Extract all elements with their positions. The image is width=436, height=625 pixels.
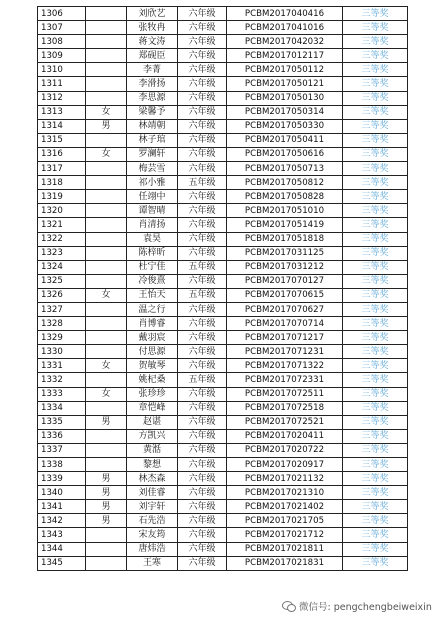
cell-name: 冷俊熹 (127, 274, 178, 288)
cell-number: 1321 (38, 218, 86, 232)
cell-entry-code: PCBM2017050812 (227, 176, 343, 190)
cell-entry-code: PCBM2017070627 (227, 302, 343, 316)
table-row (38, 401, 408, 415)
cell-number: 1323 (38, 246, 86, 260)
cell-gender: 男 (86, 500, 127, 514)
cell-name: 姚杞桑 (127, 373, 178, 387)
table-row (38, 288, 408, 302)
cell-grade: 六年级 (178, 63, 227, 77)
cell-grade: 六年级 (178, 147, 227, 161)
cell-gender (86, 133, 127, 147)
cell-name: 李滑扬 (127, 77, 178, 91)
cell-entry-code: PCBM2017051419 (227, 218, 343, 232)
cell-entry-code: PCBM2017071322 (227, 359, 343, 373)
cell-number: 1330 (38, 345, 86, 359)
cell-gender: 女 (86, 359, 127, 373)
cell-name: 郑砚臣 (127, 49, 178, 63)
cell-grade: 六年级 (178, 246, 227, 260)
table-row (38, 190, 408, 204)
cell-gender (86, 528, 127, 542)
table-row (38, 119, 408, 133)
cell-name: 贺敏琴 (127, 359, 178, 373)
cell-grade: 六年级 (178, 486, 227, 500)
cell-entry-code: PCBM2017020411 (227, 429, 343, 443)
table-row (38, 472, 408, 486)
table-row (38, 133, 408, 147)
cell-name: 李菁 (127, 63, 178, 77)
table-row (38, 556, 408, 570)
table-row (38, 429, 408, 443)
cell-gender (86, 302, 127, 316)
cell-name: 蒋文涛 (127, 35, 178, 49)
cell-number: 1335 (38, 415, 86, 429)
cell-prize: 三等奖 (343, 105, 408, 119)
cell-number: 1339 (38, 472, 86, 486)
cell-number: 1322 (38, 232, 86, 246)
cell-grade: 六年级 (178, 162, 227, 176)
cell-name: 温之行 (127, 302, 178, 316)
table-row (38, 331, 408, 345)
cell-name: 张珍珍 (127, 387, 178, 401)
cell-grade: 六年级 (178, 401, 227, 415)
cell-name: 刘佳睿 (127, 486, 178, 500)
cell-gender: 女 (86, 387, 127, 401)
table-row (38, 63, 408, 77)
cell-name: 宋友筠 (127, 528, 178, 542)
cell-gender (86, 204, 127, 218)
cell-name: 林子琯 (127, 133, 178, 147)
cell-entry-code: PCBM2017020917 (227, 458, 343, 472)
cell-grade: 六年级 (178, 514, 227, 528)
cell-name: 任翊中 (127, 190, 178, 204)
cell-entry-code: PCBM2017031125 (227, 246, 343, 260)
cell-number: 1325 (38, 274, 86, 288)
cell-number: 1310 (38, 63, 86, 77)
table-row (38, 176, 408, 190)
cell-name: 祁小雅 (127, 176, 178, 190)
cell-number: 1337 (38, 443, 86, 457)
cell-prize: 三等奖 (343, 528, 408, 542)
cell-gender (86, 542, 127, 556)
table-row (38, 162, 408, 176)
cell-gender (86, 331, 127, 345)
cell-entry-code: PCBM2017041016 (227, 21, 343, 35)
cell-name: 付思源 (127, 345, 178, 359)
cell-prize: 三等奖 (343, 133, 408, 147)
cell-grade: 六年级 (178, 21, 227, 35)
cell-prize: 三等奖 (343, 331, 408, 345)
cell-prize: 三等奖 (343, 274, 408, 288)
cell-number: 1328 (38, 317, 86, 331)
table-row (38, 91, 408, 105)
cell-prize: 三等奖 (343, 119, 408, 133)
cell-grade: 六年级 (178, 387, 227, 401)
cell-number: 1344 (38, 542, 86, 556)
cell-prize: 三等奖 (343, 486, 408, 500)
cell-gender (86, 190, 127, 204)
cell-prize: 三等奖 (343, 359, 408, 373)
cell-grade: 六年级 (178, 556, 227, 570)
cell-gender (86, 246, 127, 260)
table-row (38, 359, 408, 373)
cell-gender: 女 (86, 105, 127, 119)
cell-entry-code: PCBM2017072521 (227, 415, 343, 429)
cell-name: 陈梓昕 (127, 246, 178, 260)
cell-grade: 六年级 (178, 91, 227, 105)
cell-entry-code: PCBM2017072331 (227, 373, 343, 387)
cell-prize: 三等奖 (343, 373, 408, 387)
cell-prize: 三等奖 (343, 458, 408, 472)
cell-entry-code: PCBM2017050411 (227, 133, 343, 147)
cell-grade: 六年级 (178, 443, 227, 457)
cell-gender (86, 556, 127, 570)
cell-prize: 三等奖 (343, 429, 408, 443)
cell-prize: 三等奖 (343, 556, 408, 570)
cell-name: 罗澜轩 (127, 147, 178, 161)
cell-prize: 三等奖 (343, 415, 408, 429)
cell-grade: 六年级 (178, 415, 227, 429)
cell-gender (86, 443, 127, 457)
cell-prize: 三等奖 (343, 63, 408, 77)
cell-entry-code: PCBM2017021811 (227, 542, 343, 556)
cell-grade: 六年级 (178, 359, 227, 373)
cell-prize: 三等奖 (343, 232, 408, 246)
cell-name: 张牧冉 (127, 21, 178, 35)
table-row (38, 387, 408, 401)
cell-number: 1314 (38, 119, 86, 133)
cell-number: 1318 (38, 176, 86, 190)
wechat-icon (282, 600, 296, 612)
cell-number: 1341 (38, 500, 86, 514)
cell-name: 林杰森 (127, 472, 178, 486)
cell-grade: 六年级 (178, 472, 227, 486)
cell-entry-code: PCBM2017031212 (227, 260, 343, 274)
cell-grade: 六年级 (178, 429, 227, 443)
cell-prize: 三等奖 (343, 176, 408, 190)
cell-entry-code: PCBM2017012117 (227, 49, 343, 63)
cell-number: 1342 (38, 514, 86, 528)
table-row (38, 373, 408, 387)
cell-gender: 男 (86, 415, 127, 429)
cell-gender: 女 (86, 147, 127, 161)
cell-number: 1311 (38, 77, 86, 91)
cell-entry-code: PCBM2017070127 (227, 274, 343, 288)
cell-number: 1317 (38, 162, 86, 176)
watermark-text: 微信号: pengchengbeiweixin (299, 602, 432, 613)
cell-prize: 三等奖 (343, 190, 408, 204)
cell-entry-code: PCBM2017070714 (227, 317, 343, 331)
cell-number: 1326 (38, 288, 86, 302)
cell-entry-code: PCBM2017021310 (227, 486, 343, 500)
cell-entry-code: PCBM2017050330 (227, 119, 343, 133)
table-row (38, 218, 408, 232)
cell-entry-code: PCBM2017020722 (227, 443, 343, 457)
cell-name: 林靖朝 (127, 119, 178, 133)
cell-gender (86, 317, 127, 331)
table-row (38, 260, 408, 274)
cell-gender (86, 162, 127, 176)
cell-entry-code: PCBM2017050121 (227, 77, 343, 91)
cell-entry-code: PCBM2017021831 (227, 556, 343, 570)
cell-number: 1315 (38, 133, 86, 147)
cell-name: 唐炜浩 (127, 542, 178, 556)
cell-grade: 六年级 (178, 528, 227, 542)
cell-prize: 三等奖 (343, 401, 408, 415)
table-row (38, 35, 408, 49)
cell-name: 黎想 (127, 458, 178, 472)
cell-prize: 三等奖 (343, 302, 408, 316)
table-row (38, 274, 408, 288)
cell-prize: 三等奖 (343, 542, 408, 556)
table-row (38, 49, 408, 63)
cell-grade: 六年级 (178, 35, 227, 49)
table-row (38, 204, 408, 218)
cell-name: 梅芸雪 (127, 162, 178, 176)
cell-number: 1345 (38, 556, 86, 570)
cell-entry-code: PCBM2017050112 (227, 63, 343, 77)
table-row (38, 542, 408, 556)
cell-gender (86, 429, 127, 443)
cell-entry-code: PCBM2017050713 (227, 162, 343, 176)
cell-gender: 女 (86, 288, 127, 302)
cell-prize: 三等奖 (343, 77, 408, 91)
cell-name: 黄湉 (127, 443, 178, 457)
cell-number: 1332 (38, 373, 86, 387)
cell-entry-code: PCBM2017050616 (227, 147, 343, 161)
cell-number: 1324 (38, 260, 86, 274)
cell-grade: 六年级 (178, 49, 227, 63)
cell-prize: 三等奖 (343, 204, 408, 218)
cell-prize: 三等奖 (343, 49, 408, 63)
cell-prize: 三等奖 (343, 260, 408, 274)
cell-name: 赵谌 (127, 415, 178, 429)
cell-prize: 三等奖 (343, 21, 408, 35)
cell-grade: 六年级 (178, 119, 227, 133)
cell-name: 袁昊 (127, 232, 178, 246)
cell-name: 刘欣艺 (127, 7, 178, 21)
cell-entry-code: PCBM2017021132 (227, 472, 343, 486)
cell-grade: 六年级 (178, 218, 227, 232)
cell-grade: 六年级 (178, 302, 227, 316)
cell-prize: 三等奖 (343, 147, 408, 161)
table-row (38, 458, 408, 472)
cell-gender (86, 260, 127, 274)
cell-name: 章恺峰 (127, 401, 178, 415)
cell-grade: 六年级 (178, 542, 227, 556)
cell-name: 王怡天 (127, 288, 178, 302)
table-row (38, 21, 408, 35)
cell-gender (86, 35, 127, 49)
table-row (38, 486, 408, 500)
cell-number: 1340 (38, 486, 86, 500)
cell-gender (86, 401, 127, 415)
cell-name: 刘宇轩 (127, 500, 178, 514)
cell-number: 1333 (38, 387, 86, 401)
cell-gender: 男 (86, 472, 127, 486)
cell-entry-code: PCBM2017071231 (227, 345, 343, 359)
cell-entry-code: PCBM2017051818 (227, 232, 343, 246)
cell-prize: 三等奖 (343, 218, 408, 232)
cell-entry-code: PCBM2017021705 (227, 514, 343, 528)
cell-name: 李思源 (127, 91, 178, 105)
cell-gender (86, 345, 127, 359)
cell-grade: 六年级 (178, 274, 227, 288)
cell-prize: 三等奖 (343, 317, 408, 331)
table-row (38, 105, 408, 119)
table-row (38, 317, 408, 331)
cell-entry-code: PCBM2017021712 (227, 528, 343, 542)
cell-gender (86, 232, 127, 246)
table-row (38, 514, 408, 528)
cell-grade: 五年级 (178, 373, 227, 387)
cell-number: 1329 (38, 331, 86, 345)
cell-grade: 六年级 (178, 7, 227, 21)
table-row (38, 528, 408, 542)
cell-entry-code: PCBM2017050130 (227, 91, 343, 105)
cell-gender (86, 373, 127, 387)
cell-name: 梁馨予 (127, 105, 178, 119)
cell-prize: 三等奖 (343, 91, 408, 105)
cell-entry-code: PCBM2017051010 (227, 204, 343, 218)
cell-name: 石先浩 (127, 514, 178, 528)
cell-grade: 六年级 (178, 458, 227, 472)
cell-grade: 五年级 (178, 176, 227, 190)
cell-gender: 男 (86, 486, 127, 500)
cell-entry-code: PCBM2017040416 (227, 7, 343, 21)
cell-name: 戴羽宸 (127, 331, 178, 345)
cell-name: 谭智晴 (127, 204, 178, 218)
cell-number: 1313 (38, 105, 86, 119)
cell-number: 1308 (38, 35, 86, 49)
cell-entry-code: PCBM2017071217 (227, 331, 343, 345)
cell-gender (86, 458, 127, 472)
cell-grade: 六年级 (178, 133, 227, 147)
cell-number: 1331 (38, 359, 86, 373)
cell-prize: 三等奖 (343, 7, 408, 21)
cell-entry-code: PCBM2017072511 (227, 387, 343, 401)
cell-name: 肖清扬 (127, 218, 178, 232)
table-row (38, 147, 408, 161)
cell-number: 1316 (38, 147, 86, 161)
cell-grade: 六年级 (178, 204, 227, 218)
table-row (38, 500, 408, 514)
cell-prize: 三等奖 (343, 472, 408, 486)
award-sheet (37, 6, 408, 571)
cell-gender (86, 7, 127, 21)
cell-grade: 六年级 (178, 331, 227, 345)
cell-number: 1309 (38, 49, 86, 63)
wechat-watermark (282, 599, 432, 613)
cell-prize: 三等奖 (343, 443, 408, 457)
cell-name: 王寒 (127, 556, 178, 570)
cell-gender (86, 21, 127, 35)
cell-grade: 六年级 (178, 317, 227, 331)
cell-number: 1327 (38, 302, 86, 316)
cell-grade: 五年级 (178, 288, 227, 302)
cell-grade: 六年级 (178, 77, 227, 91)
cell-grade: 六年级 (178, 190, 227, 204)
cell-number: 1312 (38, 91, 86, 105)
cell-name: 杜宁佳 (127, 260, 178, 274)
cell-prize: 三等奖 (343, 500, 408, 514)
cell-grade: 六年级 (178, 500, 227, 514)
cell-grade: 五年级 (178, 260, 227, 274)
table-row (38, 232, 408, 246)
cell-gender: 男 (86, 119, 127, 133)
cell-prize: 三等奖 (343, 246, 408, 260)
cell-number: 1334 (38, 401, 86, 415)
cell-gender (86, 91, 127, 105)
cell-grade: 六年级 (178, 232, 227, 246)
cell-entry-code: PCBM2017042032 (227, 35, 343, 49)
cell-gender: 男 (86, 514, 127, 528)
cell-prize: 三等奖 (343, 514, 408, 528)
table-row (38, 345, 408, 359)
cell-gender (86, 176, 127, 190)
cell-prize: 三等奖 (343, 345, 408, 359)
cell-prize: 三等奖 (343, 35, 408, 49)
cell-gender (86, 63, 127, 77)
cell-gender (86, 218, 127, 232)
cell-gender (86, 49, 127, 63)
cell-number: 1343 (38, 528, 86, 542)
cell-grade: 六年级 (178, 105, 227, 119)
table-row (38, 443, 408, 457)
award-table-body (38, 7, 408, 571)
cell-prize: 三等奖 (343, 162, 408, 176)
cell-number: 1319 (38, 190, 86, 204)
cell-gender (86, 274, 127, 288)
cell-entry-code: PCBM2017072518 (227, 401, 343, 415)
cell-entry-code: PCBM2017070615 (227, 288, 343, 302)
cell-number: 1336 (38, 429, 86, 443)
table-row (38, 246, 408, 260)
table-row (38, 302, 408, 316)
table-row (38, 77, 408, 91)
cell-number: 1338 (38, 458, 86, 472)
cell-name: 方凯兴 (127, 429, 178, 443)
cell-entry-code: PCBM2017050828 (227, 190, 343, 204)
table-row (38, 7, 408, 21)
cell-number: 1307 (38, 21, 86, 35)
cell-grade: 六年级 (178, 345, 227, 359)
cell-number: 1306 (38, 7, 86, 21)
cell-prize: 三等奖 (343, 288, 408, 302)
cell-prize: 三等奖 (343, 387, 408, 401)
table-row (38, 415, 408, 429)
cell-number: 1320 (38, 204, 86, 218)
cell-gender (86, 77, 127, 91)
cell-entry-code: PCBM2017050314 (227, 105, 343, 119)
award-table (37, 6, 408, 571)
cell-entry-code: PCBM2017021402 (227, 500, 343, 514)
cell-name: 肖博睿 (127, 317, 178, 331)
